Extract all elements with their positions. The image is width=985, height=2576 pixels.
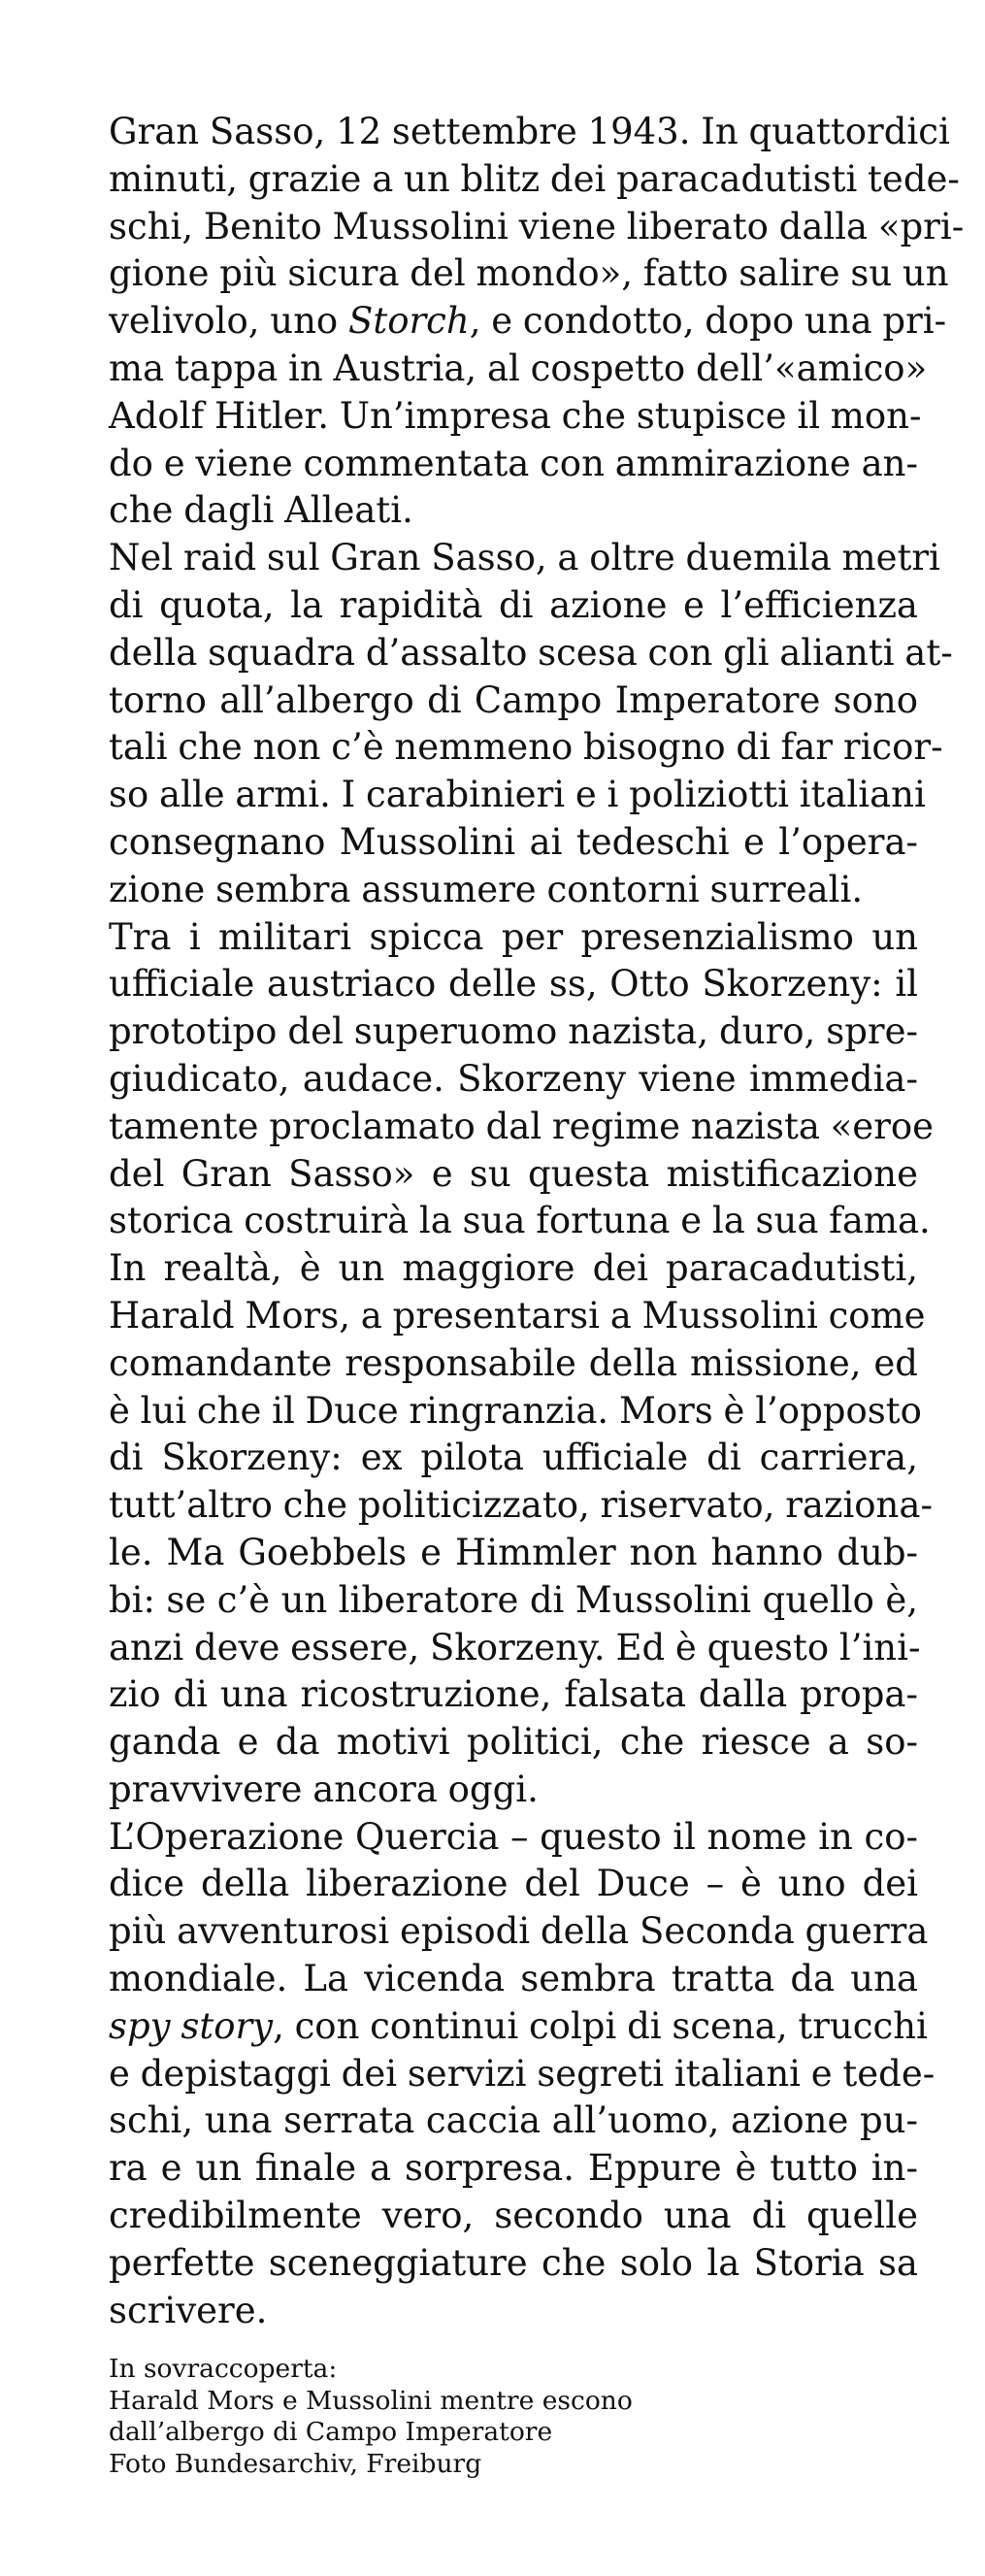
text-line bbox=[109, 204, 965, 251]
text-run: Tra i militari spicca per presenzialismo un bbox=[109, 915, 918, 958]
text-line bbox=[109, 1056, 918, 1104]
text-run: ma tappa in Austria, al cospetto dell’«amico» bbox=[109, 347, 928, 389]
italic-text-run: Storch bbox=[347, 300, 470, 343]
text-run: è lui che il Duce ringranzia. Mors è l’opposto bbox=[109, 1389, 922, 1432]
text-line bbox=[109, 582, 918, 630]
text-run: giudicato, audace. Skorzeny viene immedia- bbox=[109, 1057, 918, 1100]
paragraph bbox=[109, 1814, 936, 2335]
text-line bbox=[109, 2193, 918, 2240]
text-line bbox=[109, 1767, 918, 1814]
text-line bbox=[109, 2145, 918, 2193]
text-run: do e viene commentata con ammirazione an- bbox=[109, 442, 918, 484]
text-run: e depistaggi dei servizi segreti italiani e tede- bbox=[109, 2052, 936, 2095]
text-run: più avventurosi episodi della Seconda guerra bbox=[109, 1910, 929, 1953]
text-line bbox=[109, 1293, 926, 1340]
text-line bbox=[109, 2097, 918, 2145]
text-run: Adolf Hitler. Un’impresa che stupisce il mon- bbox=[109, 394, 922, 437]
text-line bbox=[109, 1671, 918, 1719]
text-run: perfette sceneggiature che solo la Storia sa bbox=[109, 2241, 918, 2284]
text-line bbox=[109, 1956, 918, 2003]
flap-body-text bbox=[109, 109, 965, 2334]
text-run: pravvivere ancora oggi. bbox=[109, 1767, 539, 1810]
text-run: prototipo del superuomo nazista, duro, spre- bbox=[109, 1010, 918, 1053]
text-run: le. Ma Goebbels e Himmler non hanno dub- bbox=[109, 1531, 918, 1573]
text-run: zione sembra assumere contorni surreali. bbox=[109, 868, 864, 910]
text-line bbox=[109, 2003, 928, 2051]
text-run: tutt’altro che politicizzato, riservato, raziona- bbox=[109, 1484, 933, 1527]
text-line bbox=[109, 441, 918, 488]
text-run: , con continui colpi di scena, trucchi bbox=[273, 2004, 928, 2047]
text-line bbox=[109, 1719, 918, 1767]
text-line bbox=[109, 2051, 936, 2098]
text-run: consegnano Mussolini ai tedeschi e l’opera- bbox=[109, 820, 918, 863]
caption-line: dall’albergo di Campo Imperatore bbox=[109, 2417, 553, 2447]
text-run: della squadra d’assalto scesa con gli alianti at- bbox=[109, 631, 953, 674]
text-run: ra e un finale a sorpresa. Eppure è tutto in- bbox=[109, 2147, 918, 2190]
text-line bbox=[109, 1625, 921, 1672]
text-run: Gran Sasso, 12 settembre 1943. In quattordici bbox=[109, 111, 950, 152]
text-line bbox=[109, 819, 918, 867]
text-line bbox=[109, 1530, 918, 1577]
text-run: schi, una serrata caccia all’uomo, azione pu- bbox=[109, 2099, 918, 2142]
text-line bbox=[109, 724, 943, 772]
text-line bbox=[109, 630, 953, 677]
text-line bbox=[109, 1861, 918, 1908]
text-line bbox=[109, 2240, 918, 2288]
text-line bbox=[109, 1340, 918, 1388]
text-line bbox=[109, 298, 947, 346]
text-run: tali che non c’è nemmeno bisogno di far ricor- bbox=[109, 726, 943, 769]
text-line bbox=[109, 393, 922, 441]
text-line bbox=[109, 1151, 918, 1199]
text-line bbox=[109, 250, 949, 298]
text-run: In realtà, è un maggiore dei paracadutisti, bbox=[109, 1247, 918, 1290]
text-line bbox=[109, 1388, 922, 1436]
italic-text-run: spy story bbox=[109, 2004, 274, 2047]
text-run: ufficiale austriaco delle ss, Otto Skorzeny: il bbox=[109, 963, 918, 1006]
text-run: L’Operazione Quercia – questo il nome in co- bbox=[109, 1815, 918, 1858]
text-run: di quota, la rapidità di azione e l’efficienza bbox=[109, 583, 918, 626]
text-line bbox=[109, 109, 950, 156]
text-line bbox=[109, 535, 940, 582]
text-run: mondiale. La vicenda sembra tratta da una bbox=[109, 1958, 918, 2000]
text-line bbox=[109, 487, 918, 535]
text-line bbox=[109, 1245, 918, 1293]
text-run: storica costruirà la sua fortuna e la sua fama. bbox=[109, 1200, 931, 1242]
text-line bbox=[109, 346, 928, 393]
text-run: di Skorzeny: ex pilota ufficiale di carriera, bbox=[109, 1437, 918, 1479]
text-run: so alle armi. I carabinieri e i poliziotti italiani bbox=[109, 774, 926, 816]
text-line bbox=[109, 961, 918, 1008]
text-run: del Gran Sasso» e su questa mistificazione bbox=[109, 1152, 918, 1195]
text-run: tamente proclamato dal regime nazista «eroe bbox=[109, 1105, 935, 1147]
text-line bbox=[109, 1435, 918, 1482]
paragraph bbox=[109, 914, 935, 1814]
text-run: comandante responsabile della missione, ed bbox=[109, 1341, 918, 1384]
text-run: zio di una ricostruzione, falsata dalla propa- bbox=[109, 1673, 918, 1716]
text-run: dice della liberazione del Duce – è uno dei bbox=[109, 1863, 918, 1905]
text-run: scrivere. bbox=[109, 2289, 268, 2331]
text-run: anzi deve essere, Skorzeny. Ed è questo l’ini- bbox=[109, 1626, 921, 1668]
text-line bbox=[109, 867, 918, 914]
text-run: ganda e da motivi politici, che riesce a so- bbox=[109, 1721, 918, 1764]
text-run: torno all’albergo di Campo Imperatore sono bbox=[109, 678, 918, 721]
caption-line: In sovraccoperta: bbox=[109, 2354, 338, 2384]
caption-line: Harald Mors e Mussolini mentre escono bbox=[109, 2385, 633, 2416]
text-line bbox=[109, 2288, 918, 2335]
text-run: che dagli Alleati. bbox=[109, 489, 413, 532]
caption-line: Foto Bundesarchiv, Freiburg bbox=[109, 2448, 482, 2479]
text-line bbox=[109, 1814, 918, 1862]
text-run: bi: se c’è un liberatore di Mussolini quello è, bbox=[109, 1578, 918, 1621]
paragraph bbox=[109, 535, 953, 913]
text-run: minuti, grazie a un blitz dei paracadutisti tede- bbox=[109, 157, 960, 200]
text-line bbox=[109, 1577, 918, 1625]
text-line bbox=[109, 914, 918, 962]
text-line bbox=[109, 156, 960, 204]
paragraph bbox=[109, 109, 965, 535]
text-run: gione più sicura del mondo», fatto salire su un bbox=[109, 252, 949, 295]
text-line bbox=[109, 1198, 931, 1245]
cover-caption bbox=[109, 2354, 788, 2480]
text-line bbox=[109, 772, 926, 819]
text-line bbox=[109, 677, 918, 725]
text-run: velivolo, uno bbox=[109, 300, 348, 343]
text-run: , e condotto, dopo una pri- bbox=[469, 300, 947, 343]
text-run: credibilmente vero, secondo una di quelle bbox=[109, 2195, 918, 2237]
text-line bbox=[109, 1908, 929, 1956]
text-line bbox=[109, 1482, 933, 1530]
text-run: Harald Mors, a presentarsi a Mussolini come bbox=[109, 1294, 926, 1337]
text-run: schi, Benito Mussolini viene liberato dalla «pri- bbox=[109, 205, 965, 248]
text-line bbox=[109, 1104, 935, 1151]
text-run: Nel raid sul Gran Sasso, a oltre duemila metri bbox=[109, 537, 940, 579]
text-line bbox=[109, 1008, 918, 1056]
